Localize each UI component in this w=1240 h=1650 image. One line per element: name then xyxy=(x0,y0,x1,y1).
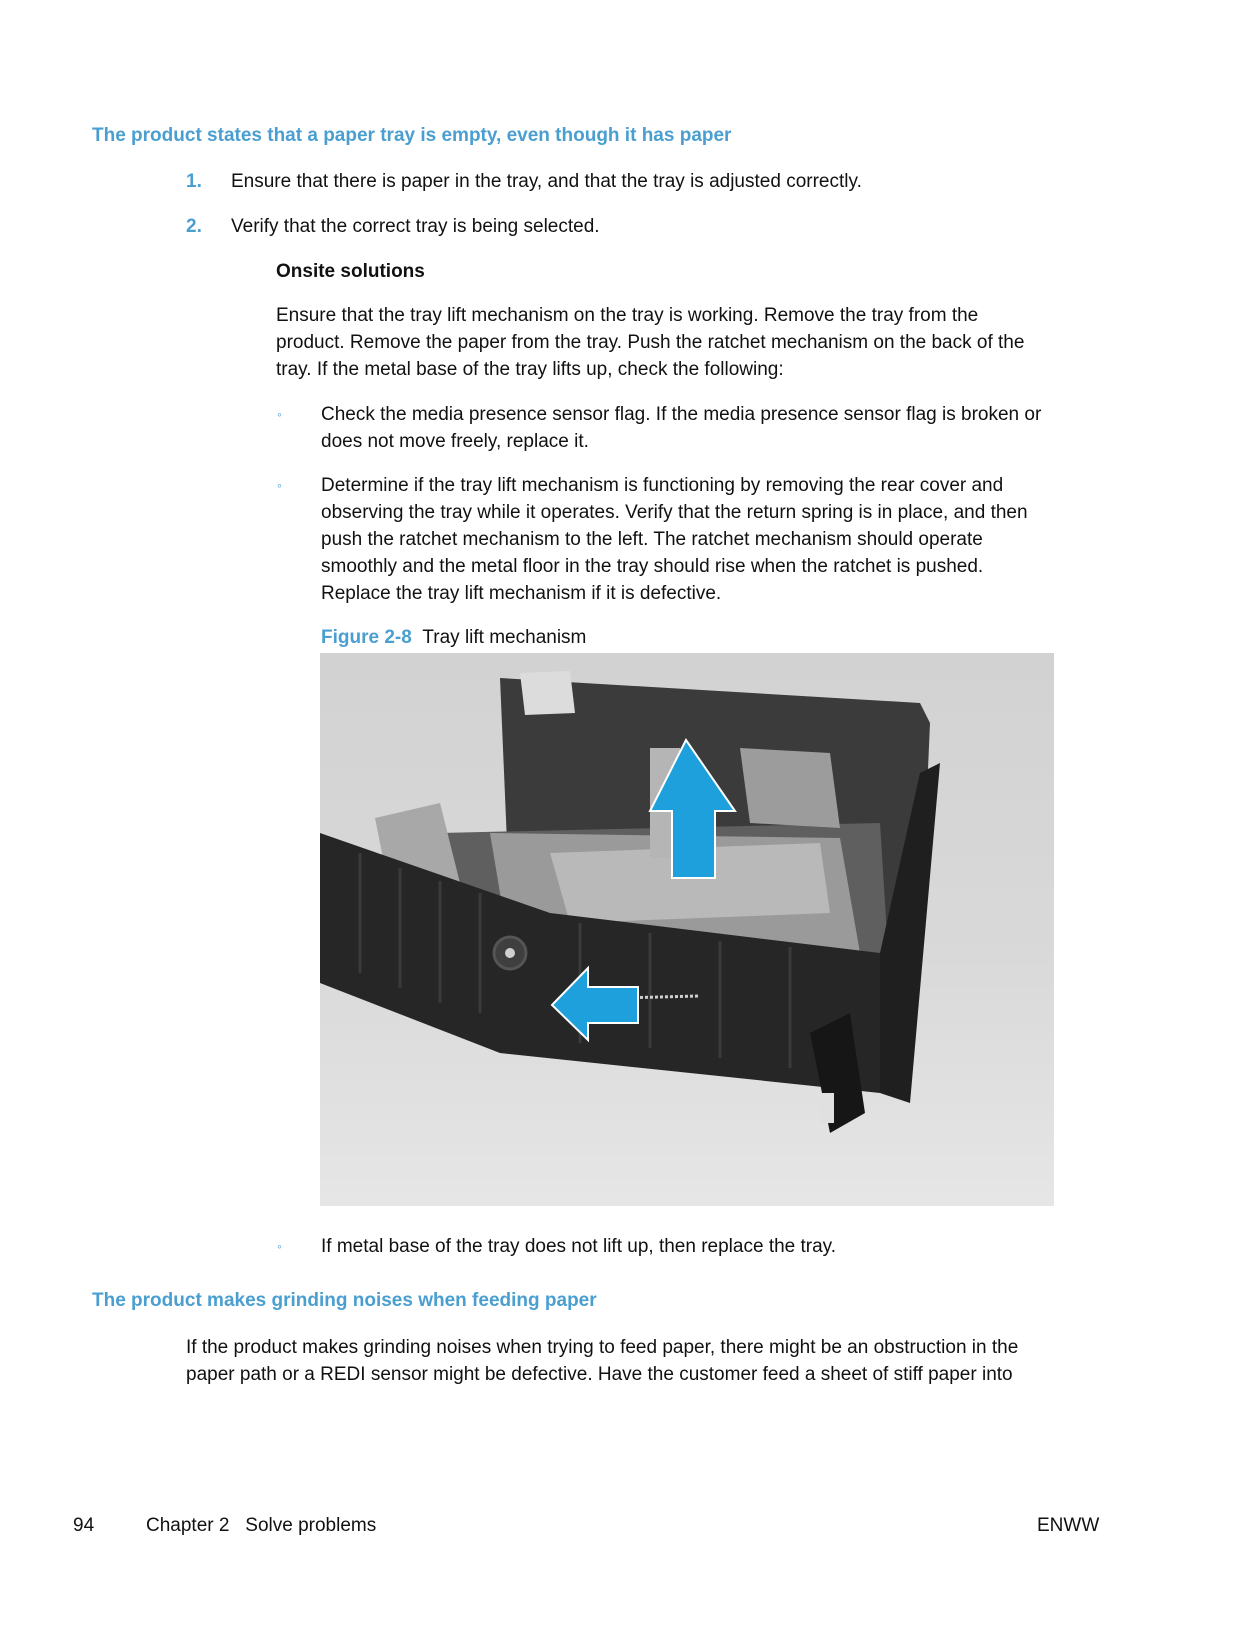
step-number-1: 1. xyxy=(186,171,202,192)
figure-title: Tray lift mechanism xyxy=(422,627,587,648)
figure-label: Figure 2-8 xyxy=(321,627,412,648)
tray-lift-mechanism-figure xyxy=(320,653,1054,1206)
tray-illustration xyxy=(320,653,1054,1206)
bullet-text-line: Determine if the tray lift mechanism is functioning by removing the rear cover and xyxy=(321,475,1004,496)
bullet-text-line: Replace the tray lift mechanism if it is defective. xyxy=(321,583,722,604)
onsite-paragraph-line: tray. If the metal base of the tray lifts up, check the following: xyxy=(276,359,784,380)
bullet-text-line: If metal base of the tray does not lift up, then replace the tray. xyxy=(321,1236,837,1257)
chapter-title: Chapter 2 Solve problems xyxy=(146,1515,377,1536)
figure-caption xyxy=(321,624,586,651)
onsite-paragraph-line: product. Remove the paper from the tray. Push the ratchet mechanism on the back of the xyxy=(276,332,1025,353)
bullet-text-line: observing the tray while it operates. Verify that the return spring is in place, and then xyxy=(321,502,1028,523)
step-number-2: 2. xyxy=(186,216,202,237)
bullet-marker: ◦ xyxy=(277,406,282,422)
bullet-text-line: does not move freely, replace it. xyxy=(321,431,589,452)
section-heading-empty-tray: The product states that a paper tray is empty, even though it has paper xyxy=(92,125,732,146)
onsite-paragraph-line: Ensure that the tray lift mechanism on the tray is working. Remove the tray from the xyxy=(276,305,979,326)
section2-paragraph-line: paper path or a REDI sensor might be defective. Have the customer feed a sheet of stiff paper into xyxy=(186,1364,1013,1385)
bullet-marker: ◦ xyxy=(277,477,282,493)
section-heading-grinding-noises: The product makes grinding noises when feeding paper xyxy=(92,1290,597,1311)
onsite-solutions-title: Onsite solutions xyxy=(276,261,425,282)
page-number: 94 xyxy=(73,1515,95,1536)
bullet-text-line: Check the media presence sensor flag. If the media presence sensor flag is broken or xyxy=(321,404,1042,425)
bullet-text-line: smoothly and the metal floor in the tray should rise when the ratchet is pushed. xyxy=(321,556,984,577)
bullet-text-line: push the ratchet mechanism to the left. The ratchet mechanism should operate xyxy=(321,529,983,550)
bullet-marker: ◦ xyxy=(277,1238,282,1254)
section2-paragraph-line: If the product makes grinding noises when trying to feed paper, there might be an obstruction in the xyxy=(186,1337,1019,1358)
step-text-1: Ensure that there is paper in the tray, and that the tray is adjusted correctly. xyxy=(231,171,862,192)
step-text-2: Verify that the correct tray is being selected. xyxy=(231,216,600,237)
footer-enww: ENWW xyxy=(1037,1515,1100,1536)
